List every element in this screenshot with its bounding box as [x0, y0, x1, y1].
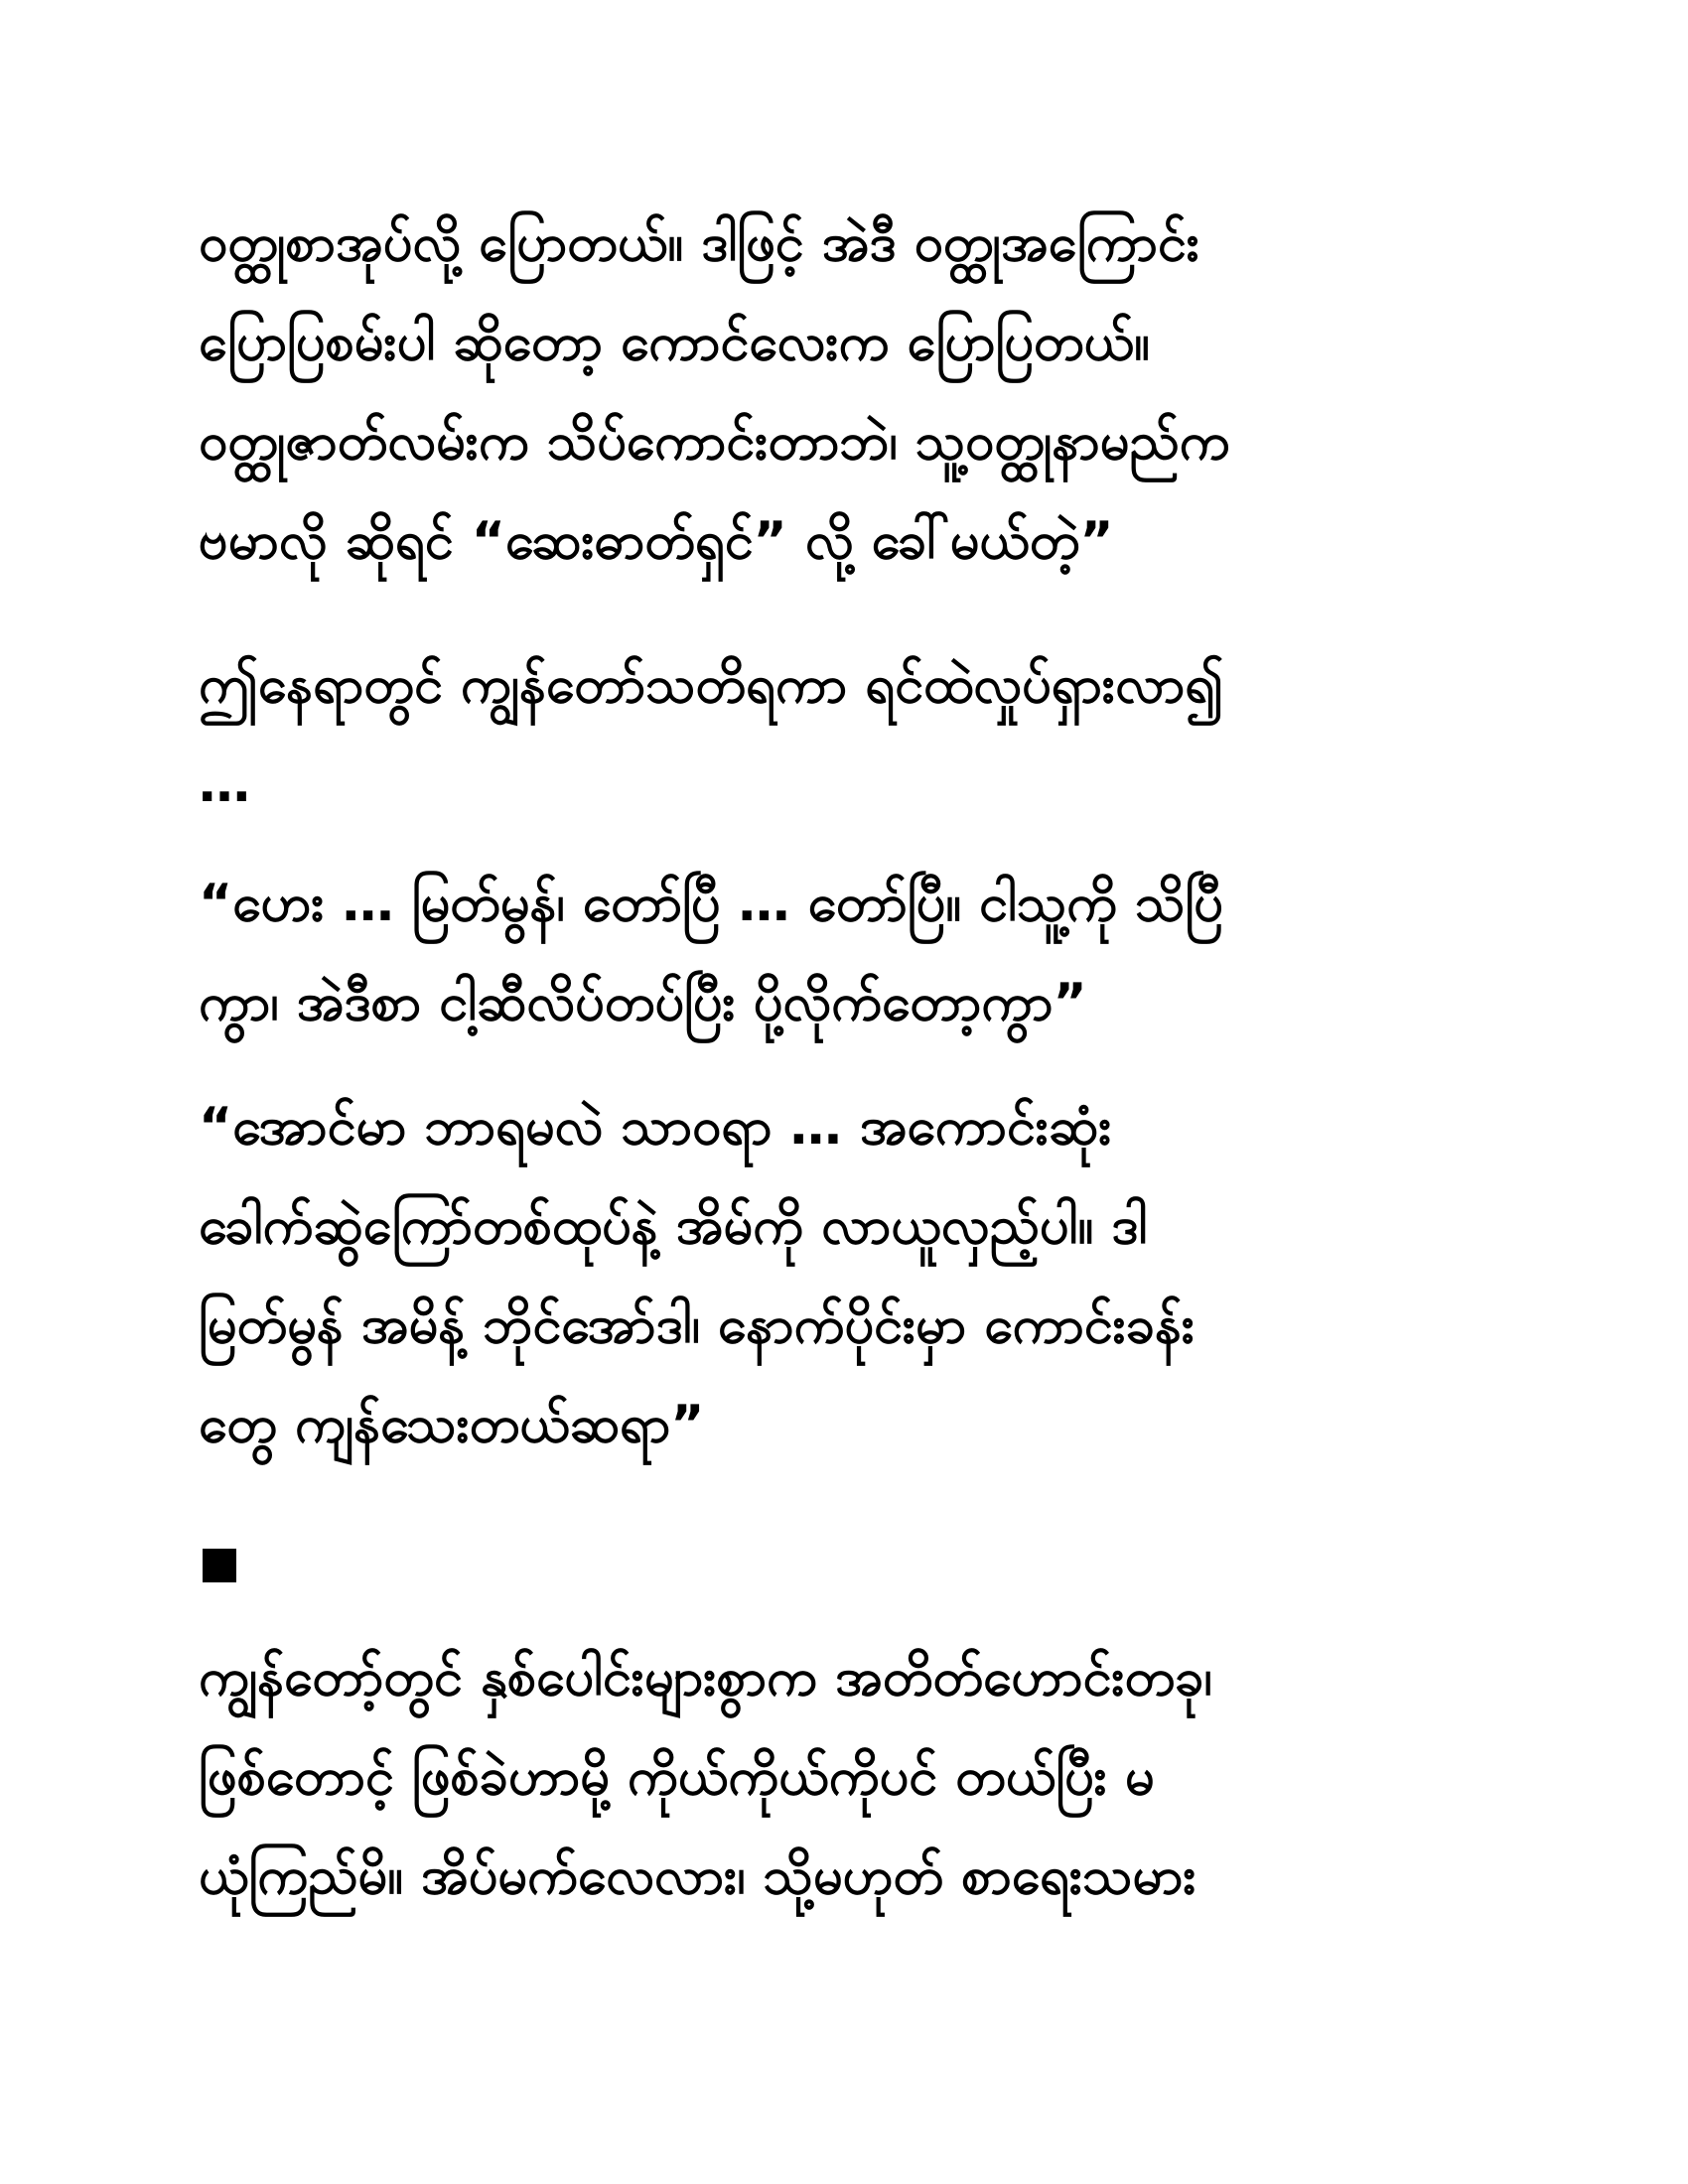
text-line: “ဟေး … မြတ်မွန်၊ တော်ပြီ … တော်ပြီ။ ငါသူ့ကို သိပြီ	[199, 874, 1223, 933]
black-square-icon	[203, 1549, 236, 1582]
text-line: မြတ်မွန် အမိန့် ဘိုင်အော်ဒါ၊ နောက်ပိုင်းမှာ ကောင်းခန်း	[199, 1296, 1196, 1355]
text-line: ကွာ၊ အဲဒီစာ ငါ့ဆီလိပ်တပ်ပြီး ပို့လိုက်တော့ကွာ”	[199, 973, 1087, 1032]
paragraph-5	[199, 1628, 1489, 1926]
paragraph-4	[199, 1077, 1489, 1474]
paragraph-2	[199, 635, 1489, 834]
text-line: ယုံကြည်မိ။ အိပ်မက်လေလား၊ သို့မဟုတ် စာရေးသမား	[199, 1846, 1196, 1906]
text-line: ကျွန်တော့်တွင် နှစ်ပေါင်းများစွာက အတိတ်ဟောင်းတခု၊	[199, 1648, 1212, 1707]
text-line: ဝတ္ထုစာအုပ်လို့ ပြောတယ်။ ဒါဖြင့် အဲဒီ ဝတ္ထုအကြောင်း	[199, 213, 1199, 273]
paragraph-3	[199, 854, 1489, 1052]
text-line: ပြောပြစမ်းပါ ဆိုတော့ ကောင်လေးက ပြောပြတယ်။	[199, 313, 1150, 372]
text-line: …	[199, 754, 250, 814]
text-line: ခေါက်ဆွဲကြော်တစ်ထုပ်နဲ့ အိမ်ကို လာယူလှည့်ပါ။ ဒါ	[199, 1196, 1148, 1256]
text-line: ဝတ္ထုဇာတ်လမ်းက သိပ်ကောင်းတာဘဲ၊ သူ့ဝတ္ထုနာမည်က	[199, 412, 1230, 472]
text-line: “အောင်မာ ဘာရမလဲ သာဝရာ … အကောင်းဆုံး	[199, 1097, 1112, 1157]
text-line: ဗမာလို ဆိုရင် “ဆေးဓာတ်ရှင်” လို့ ခေါ်မယ်တဲ့”	[199, 511, 1114, 571]
text-line: တွေ ကျန်သေးတယ်ဆရာ”	[199, 1395, 705, 1454]
paragraph-1	[199, 194, 1489, 591]
text-line: ဖြစ်တောင့် ဖြစ်ခဲဟာမို့ ကိုယ်ကိုယ်ကိုပင် တယ်ပြီး မ	[199, 1747, 1155, 1807]
text-line: ဤနေရာတွင် ကျွန်တော်သတိရကာ ရင်ထဲလှုပ်ရှားလာ၍	[199, 655, 1224, 715]
